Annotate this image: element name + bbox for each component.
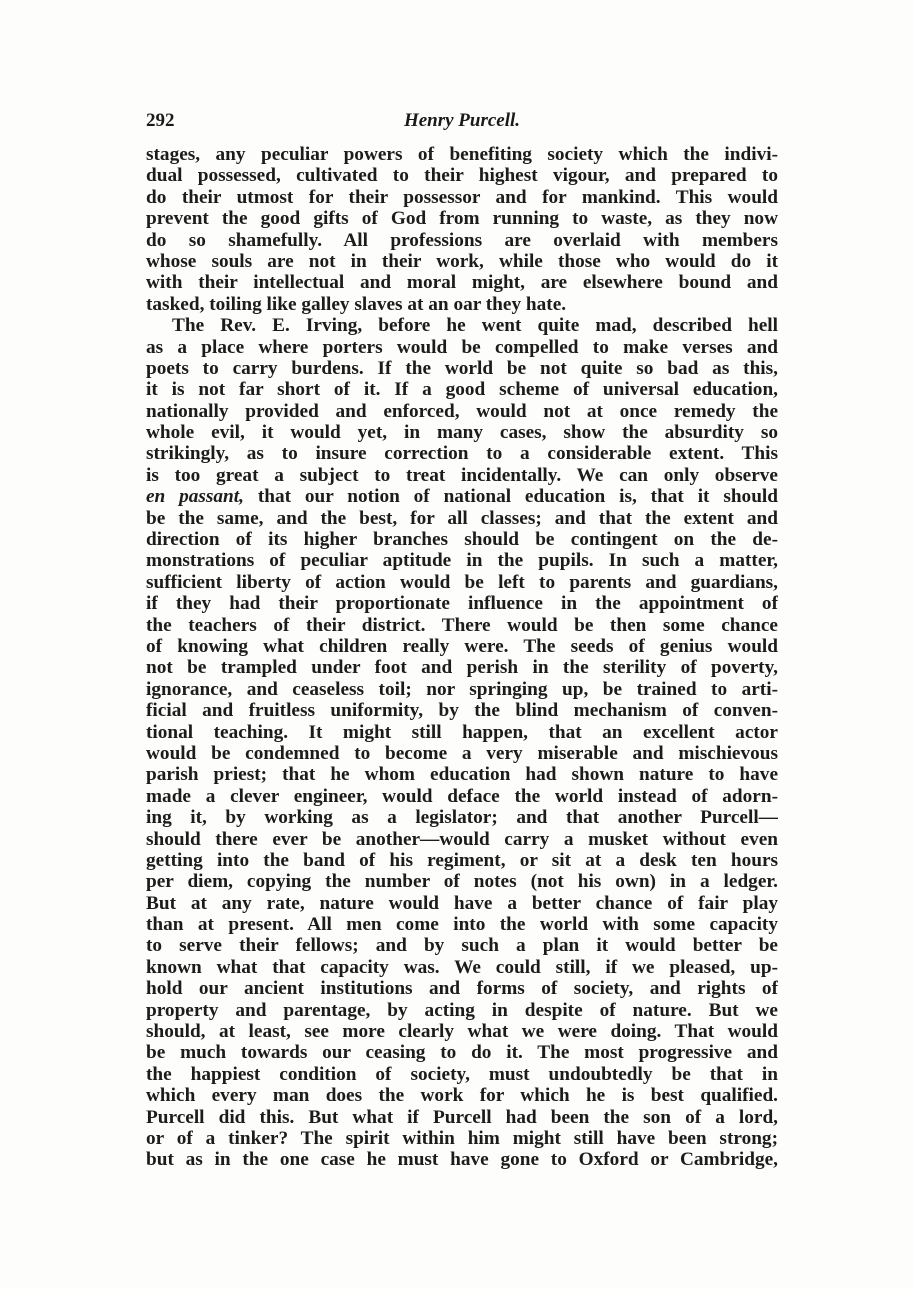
text-line: whose souls are not in their work, while those who would do it	[146, 250, 778, 272]
text-line: strikingly, as to insure correction to a considerable extent. This	[146, 443, 778, 465]
text-line: sufficient liberty of action would be left to parents and guardians,	[146, 571, 778, 593]
text-line: not be trampled under foot and perish in the sterility of poverty,	[146, 657, 778, 679]
text-fragment: that our notion of national education is, that it should	[243, 486, 778, 508]
text-line: ing it, by working as a legislator; and that another Purcell—	[146, 807, 778, 829]
running-title: Henry Purcell.	[403, 110, 521, 131]
text-line: hold our ancient institutions and forms of society, and rights of	[146, 978, 778, 1000]
text-line: is too great a subject to treat incidentally. We can only observe	[146, 464, 778, 486]
text-line: ignorance, and ceaseless toil; nor springing up, be trained to arti-	[146, 678, 778, 700]
text-line: do so shamefully. All professions are overlaid with members	[146, 229, 778, 251]
text-line: Purcell did this. But what if Purcell had been the son of a lord,	[146, 1106, 778, 1128]
text-line: or of a tinker? The spirit within him might still have been strong;	[146, 1127, 778, 1149]
text-line: direction of its higher branches should be contingent on the de-	[146, 529, 778, 551]
text-line: per diem, copying the number of notes (not his own) in a ledger.	[146, 871, 778, 893]
text-line: do their utmost for their possessor and for mankind. This would	[146, 186, 778, 208]
text-line: to serve their fellows; and by such a plan it would better be	[146, 935, 778, 957]
text-line: nationally provided and enforced, would not at once remedy the	[146, 400, 778, 422]
text-line: made a clever engineer, would deface the world instead of adorn-	[146, 785, 778, 807]
text-line: the happiest condition of society, must undoubtedly be that in	[146, 1063, 778, 1085]
text-line: parish priest; that he whom education had shown nature to have	[146, 764, 778, 786]
page-number: 292	[146, 110, 175, 131]
italic-phrase: en passant,	[146, 486, 244, 508]
text-line: prevent the good gifts of God from running to waste, as they now	[146, 208, 778, 230]
text-line: be much towards our ceasing to do it. The most progressive and	[146, 1042, 778, 1064]
text-line: stages, any peculiar powers of benefiting society which the indivi-	[146, 144, 778, 165]
text-line: known what that capacity was. We could still, if we pleased, up-	[146, 956, 778, 978]
text-line: with their intellectual and moral might, are elsewhere bound and	[146, 272, 778, 294]
text-line: poets to carry burdens. If the world be not quite so bad as this,	[146, 357, 778, 379]
text-line: should, at least, see more clearly what we were doing. That would	[146, 1021, 778, 1043]
text-line: as a place where porters would be compelled to make verses and	[146, 336, 778, 358]
text-line: should there ever be another—would carry a musket without even	[146, 828, 778, 850]
text-line: tasked, toiling like galley slaves at an oar they hate.	[146, 293, 567, 315]
text-line: ficial and fruitless uniformity, by the blind mechanism of conven-	[146, 700, 778, 722]
text-line: would be condemned to become a very miserable and mischievous	[146, 742, 778, 764]
text-line: whole evil, it would yet, in many cases, show the absurdity so	[146, 422, 778, 444]
text-line: property and parentage, by acting in despite of nature. But we	[146, 999, 778, 1021]
body-text	[146, 144, 778, 1171]
text-line: if they had their proportionate influence in the appointment of	[146, 593, 778, 615]
text-line: than at present. All men come into the world with some capacity	[146, 914, 778, 936]
text-line: of knowing what children really were. The seeds of genius would	[146, 635, 778, 657]
text-line: be the same, and the best, for all classes; and that the extent and	[146, 507, 778, 529]
text-line: The Rev. E. Irving, before he went quite mad, described hell	[172, 315, 778, 337]
text-line: but as in the one case he must have gone to Oxford or Cambridge,	[146, 1149, 778, 1171]
text-line	[146, 486, 778, 507]
page-header	[146, 110, 778, 140]
text-line: it is not far short of it. If a good scheme of universal education,	[146, 379, 778, 401]
text-line: tional teaching. It might still happen, that an excellent actor	[146, 721, 778, 743]
text-line: which every man does the work for which he is best qualified.	[146, 1085, 778, 1107]
text-line: getting into the band of his regiment, or sit at a desk ten hours	[146, 849, 778, 871]
text-line: monstrations of peculiar aptitude in the pupils. In such a matter,	[146, 550, 778, 572]
text-line: But at any rate, nature would have a better chance of fair play	[146, 892, 778, 914]
text-line: dual possessed, cultivated to their highest vigour, and prepared to	[146, 165, 778, 187]
text-line: the teachers of their district. There would be then some chance	[146, 614, 778, 636]
